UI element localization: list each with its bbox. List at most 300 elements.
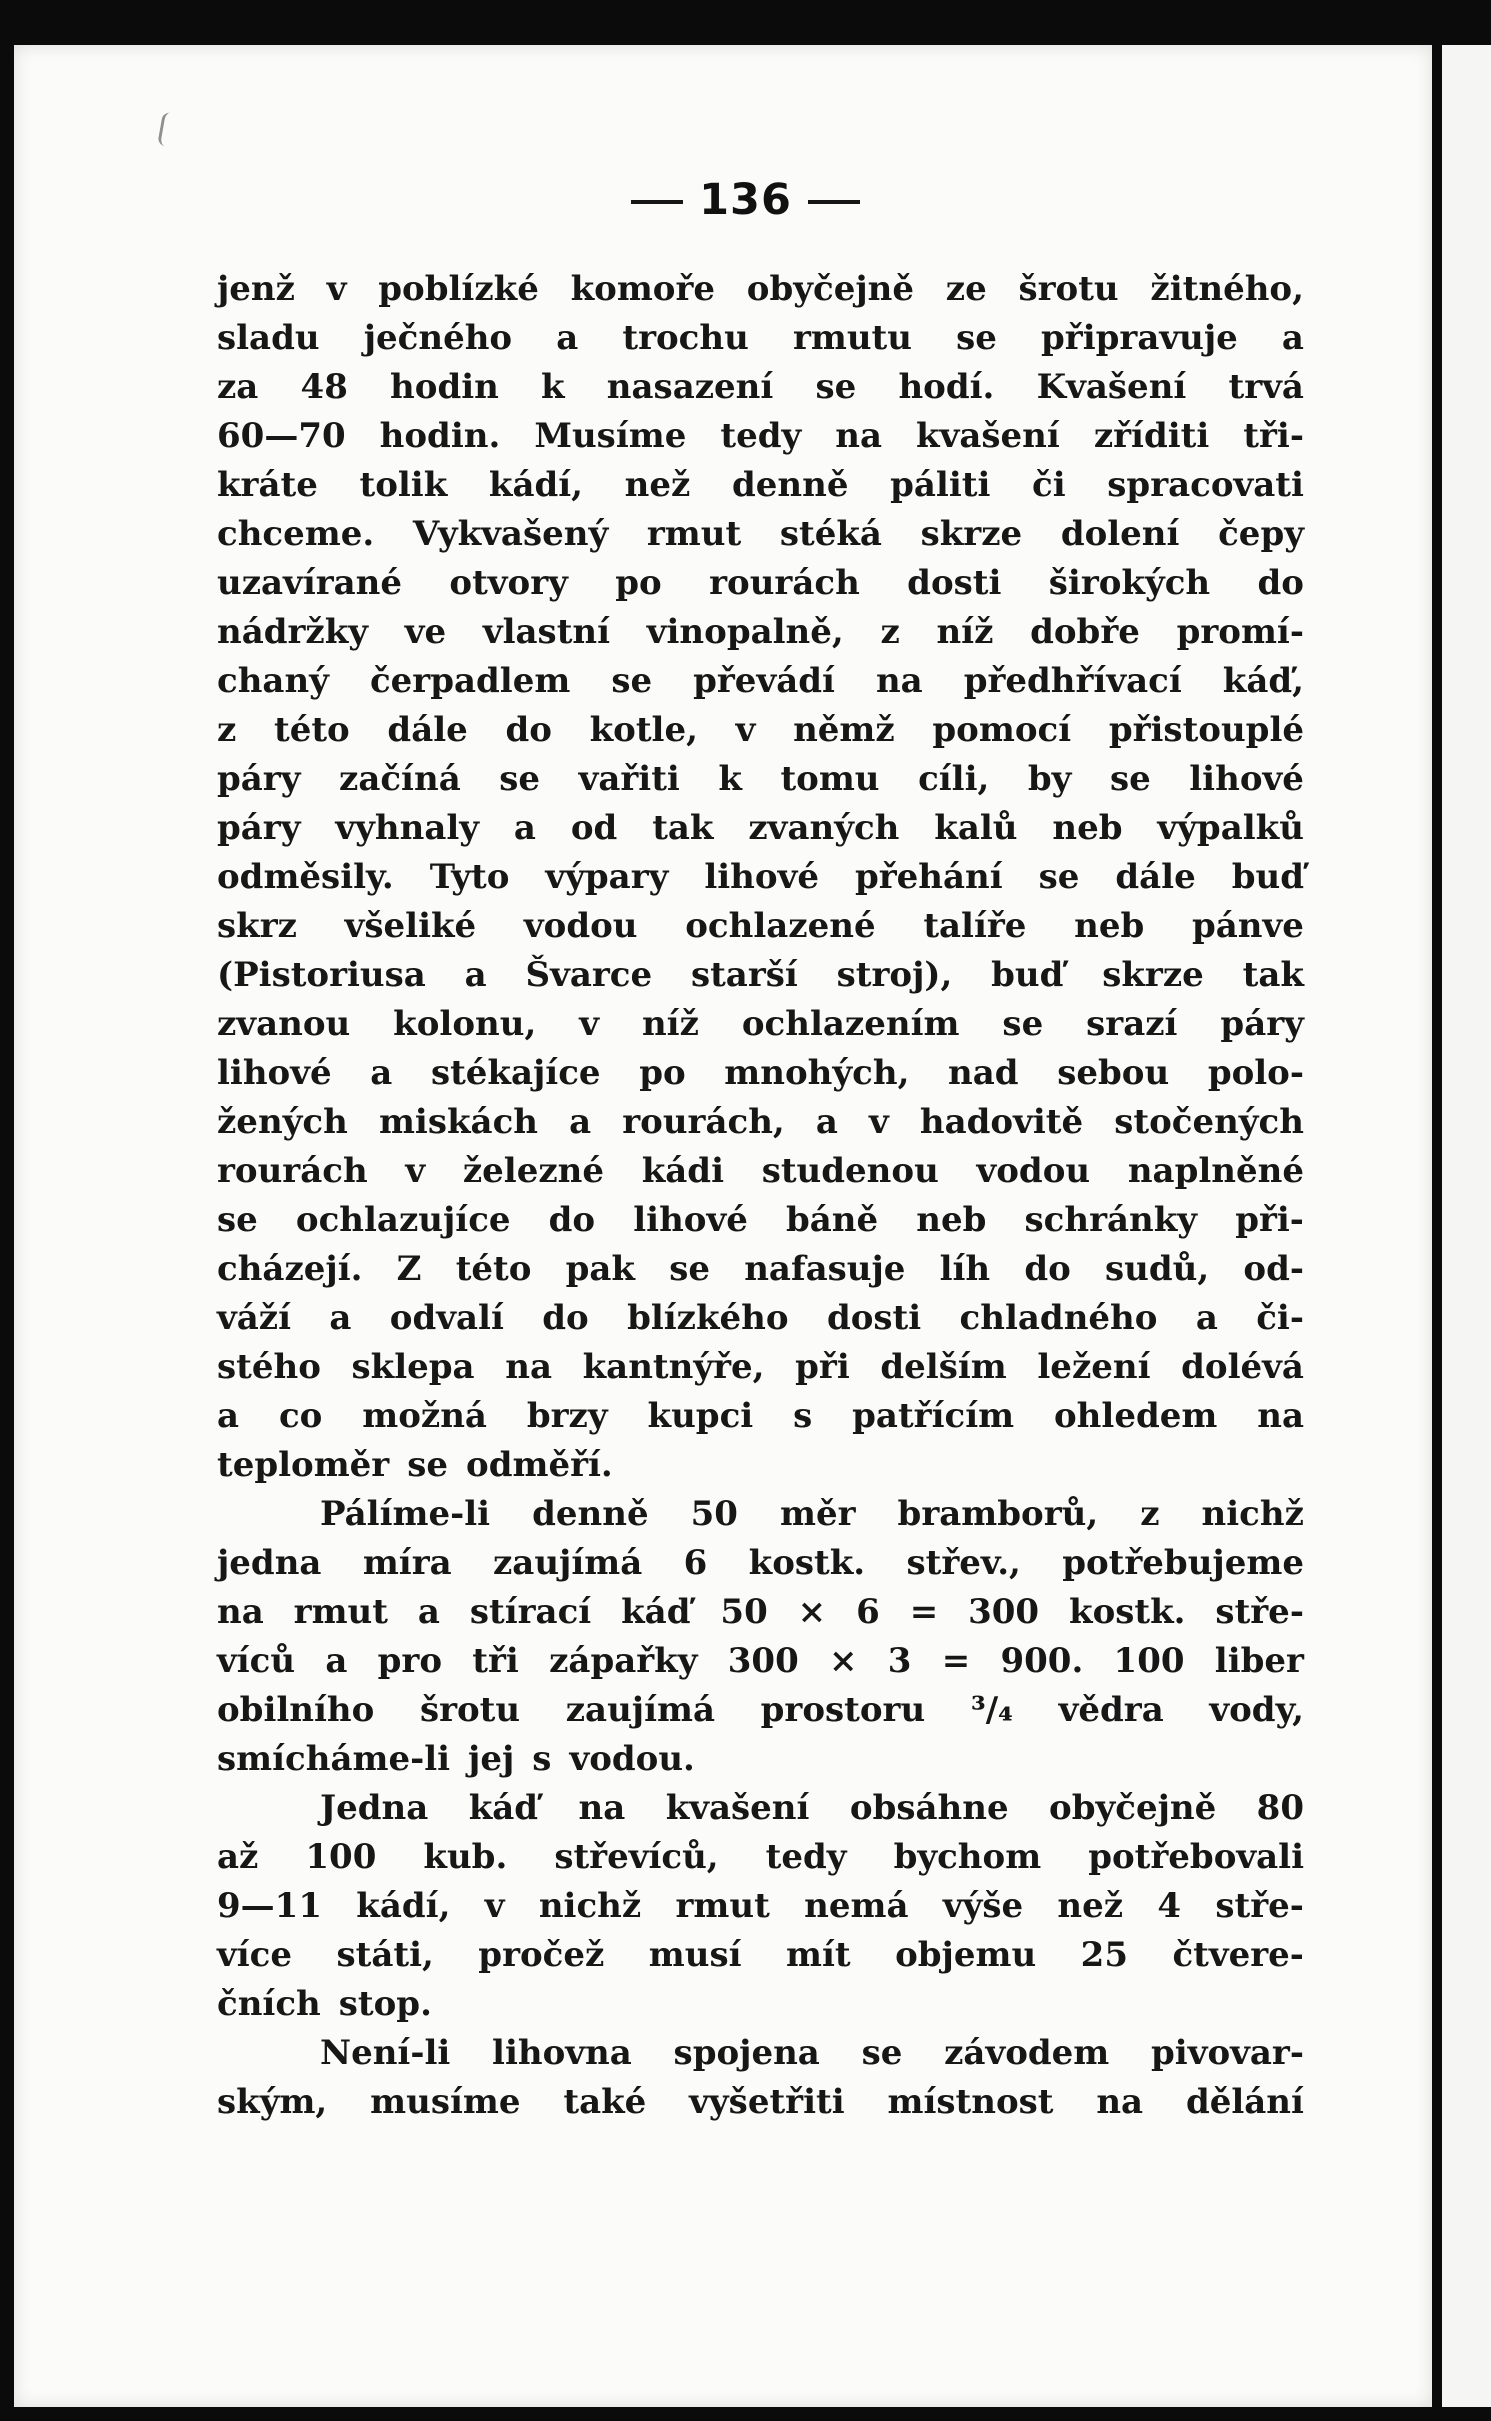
header-dash-right — [808, 200, 860, 204]
word: buď — [1231, 857, 1304, 897]
text-line — [217, 1539, 1304, 1587]
word: kalů — [934, 808, 1018, 848]
word: obsáhne — [849, 1788, 1009, 1828]
word: v — [484, 1886, 505, 1926]
word: 9—11 — [217, 1886, 322, 1926]
word: v — [579, 1004, 599, 1044]
word: páry — [1220, 1004, 1304, 1044]
word: čních — [217, 1984, 321, 2024]
word: na — [1096, 2082, 1144, 2122]
word: ochlazujíce — [295, 1200, 511, 1240]
word: chceme. — [217, 514, 375, 554]
word: dosti — [907, 563, 1002, 603]
word: se — [1038, 857, 1080, 897]
word: potřebujeme — [1062, 1543, 1304, 1583]
word: jedna — [217, 1543, 322, 1583]
word: dobře — [1030, 612, 1140, 652]
word: vinopalně, — [646, 612, 844, 652]
word: ve — [404, 612, 447, 652]
word: zaujímá — [493, 1543, 643, 1583]
word: stop. — [338, 1984, 432, 2024]
word: přistouplé — [1108, 710, 1304, 750]
word: rmut — [646, 514, 742, 554]
word: předhřívací — [963, 661, 1182, 701]
word: při- — [1235, 1200, 1304, 1240]
word: střev., — [906, 1543, 1021, 1583]
word: pivovar- — [1151, 2033, 1304, 2073]
word: jej — [468, 1739, 515, 1779]
word: 3 — [887, 1641, 912, 1681]
word: Švarce — [525, 955, 653, 995]
word: 60—70 — [217, 416, 346, 456]
word: ohledem — [1054, 1396, 1218, 1436]
word: za — [217, 367, 259, 407]
word: miskách — [378, 1102, 538, 1142]
word: neb — [1052, 808, 1123, 848]
word: připravuje — [1041, 318, 1238, 358]
word: tak — [652, 808, 714, 848]
word: se — [669, 1249, 710, 1289]
word: na — [578, 1788, 626, 1828]
word: míra — [362, 1543, 452, 1583]
word: co — [278, 1396, 323, 1436]
word: více — [217, 1935, 293, 1975]
word: šrotu — [1018, 269, 1119, 309]
text-line — [217, 1735, 977, 1783]
word: kvašení — [665, 1788, 810, 1828]
word: lihovna — [492, 2033, 632, 2073]
word: a — [1195, 1298, 1218, 1338]
word: trvá — [1228, 367, 1304, 407]
word: kostk. — [1069, 1592, 1186, 1632]
page-header — [0, 165, 1491, 235]
word: se — [956, 318, 997, 358]
word: dále — [387, 710, 468, 750]
word: sladu — [217, 318, 320, 358]
text-line — [217, 804, 1304, 852]
word: začíná — [339, 759, 461, 799]
word: z — [217, 710, 237, 750]
word: = — [941, 1641, 971, 1681]
word: ochlazené — [685, 906, 876, 946]
word: báně — [785, 1200, 879, 1240]
word: nichž — [538, 1886, 642, 1926]
word: a — [815, 1102, 838, 1142]
word: ze — [945, 269, 987, 309]
word: 6 — [683, 1543, 708, 1583]
word: převádí — [693, 661, 835, 701]
word: a — [569, 1102, 592, 1142]
word: v — [869, 1102, 889, 1142]
word: rourách — [709, 563, 860, 603]
word: do — [505, 710, 552, 750]
word: se — [861, 2033, 903, 2073]
word: zříditi — [1093, 416, 1210, 456]
word: a — [370, 1053, 393, 1093]
adjacent-page-edge — [1442, 45, 1491, 2407]
word: až — [217, 1837, 259, 1877]
word: od- — [1243, 1249, 1304, 1289]
word: s — [532, 1739, 552, 1779]
word: chaný — [217, 661, 329, 701]
word: dosti — [826, 1298, 922, 1338]
word: delším — [880, 1347, 1007, 1387]
text-line — [217, 1833, 1304, 1881]
word: poblízké — [378, 269, 539, 309]
word: Pálíme-li — [320, 1494, 491, 1534]
word: skrze — [1102, 955, 1204, 995]
word: zvanou — [217, 1004, 351, 1044]
word: káď, — [1222, 661, 1304, 701]
word: výše — [942, 1886, 1024, 1926]
word: Není-li — [320, 2033, 451, 2073]
text-line — [217, 412, 1304, 460]
word: na — [835, 416, 883, 456]
word: Z — [396, 1249, 422, 1289]
word: tři- — [1243, 416, 1304, 456]
word: rourách, — [622, 1102, 785, 1142]
text-line — [217, 363, 1304, 411]
word: níž — [641, 1004, 699, 1044]
word: v — [405, 1151, 426, 1191]
word: do — [1024, 1249, 1071, 1289]
text-line — [217, 608, 1304, 656]
word: Jedna — [320, 1788, 429, 1828]
word: musí — [648, 1935, 742, 1975]
word: musíme — [370, 2082, 521, 2122]
word: vody, — [1209, 1690, 1304, 1730]
word: či — [1032, 465, 1066, 505]
word: lihové — [217, 1053, 332, 1093]
word: káď — [621, 1592, 691, 1632]
word: kantnýře, — [582, 1347, 765, 1387]
word: níž — [936, 612, 994, 652]
word: odměří. — [466, 1445, 613, 1485]
text-line — [217, 461, 1304, 509]
word: buď — [991, 955, 1064, 995]
word: lihové — [1189, 759, 1304, 799]
word: káď — [468, 1788, 539, 1828]
word: stéká — [779, 514, 882, 554]
text-line — [217, 1588, 1304, 1636]
word: polo- — [1207, 1053, 1304, 1093]
word: lihové — [704, 857, 819, 897]
word: = — [909, 1592, 939, 1632]
word: také — [563, 2082, 647, 2122]
word: do — [542, 1298, 589, 1338]
word: do — [548, 1200, 596, 1240]
word: při — [795, 1347, 850, 1387]
word: stírací — [469, 1592, 592, 1632]
text-line — [217, 951, 1304, 999]
word: brzy — [526, 1396, 608, 1436]
word: víců — [217, 1641, 296, 1681]
word: a — [513, 808, 536, 848]
text-line — [217, 2078, 1304, 2126]
word: lihové — [633, 1200, 748, 1240]
word: vědra — [1058, 1690, 1164, 1730]
word: se — [611, 661, 653, 701]
word: 50 — [690, 1494, 738, 1534]
word: kádí, — [356, 1886, 451, 1926]
word: dělání — [1185, 2082, 1304, 2122]
word: a — [556, 318, 579, 358]
text-line — [217, 706, 1304, 754]
word: čepy — [1218, 514, 1304, 554]
word: odvalí — [389, 1298, 504, 1338]
word: přehání — [854, 857, 1003, 897]
text-line — [217, 1441, 777, 1489]
word: odměsily. — [217, 857, 394, 897]
word: nemá — [804, 1886, 909, 1926]
word: ským, — [217, 2082, 328, 2122]
word: a — [217, 1396, 240, 1436]
word: v — [326, 269, 347, 309]
word: hodin — [390, 367, 499, 407]
word: otvory — [449, 563, 568, 603]
word: sudů, — [1105, 1249, 1210, 1289]
word: 50 — [720, 1592, 768, 1632]
word: než — [624, 465, 691, 505]
word: širokých — [1048, 563, 1211, 603]
word: se — [1109, 759, 1151, 799]
word: nasazení — [606, 367, 774, 407]
text-line — [217, 314, 1304, 362]
word: na — [1257, 1396, 1304, 1436]
word: tomu — [780, 759, 880, 799]
word: kráte — [217, 465, 318, 505]
text-line — [320, 1490, 1304, 1538]
text-line — [217, 755, 1304, 803]
word: a — [1281, 318, 1304, 358]
word: zvaných — [748, 808, 900, 848]
word: se — [1002, 1004, 1044, 1044]
word: státi, — [336, 1935, 434, 1975]
word: liber — [1214, 1641, 1304, 1681]
word: páliti — [890, 465, 991, 505]
word: vodou — [976, 1151, 1091, 1191]
word: této — [455, 1249, 532, 1289]
word: mnohých, — [724, 1053, 910, 1093]
word: čtvere- — [1172, 1935, 1304, 1975]
word: mít — [786, 1935, 851, 1975]
word: železné — [462, 1151, 605, 1191]
text-line — [217, 1294, 1304, 1342]
word: 4 — [1157, 1886, 1182, 1926]
word: výpary — [545, 857, 669, 897]
text-line — [217, 1049, 1304, 1097]
word: kotle, — [589, 710, 698, 750]
word: výpalků — [1157, 808, 1304, 848]
word: kupci — [647, 1396, 754, 1436]
word: rmut — [675, 1886, 770, 1926]
word: této — [274, 710, 350, 750]
text-line — [217, 1931, 1304, 1979]
word: trochu — [622, 318, 749, 358]
word: vařiti — [578, 759, 680, 799]
word: hadovitě — [919, 1102, 1084, 1142]
word: a — [464, 955, 487, 995]
word: smícháme-li — [217, 1739, 451, 1779]
word: skrz — [217, 906, 297, 946]
text-line — [217, 1000, 1304, 1048]
word: sklepa — [351, 1347, 475, 1387]
word: s — [793, 1396, 813, 1436]
word: všeliké — [344, 906, 477, 946]
word: zaujímá — [565, 1690, 716, 1730]
word: místnost — [887, 2082, 1054, 2122]
text-line — [217, 1196, 1304, 1244]
word: pak — [565, 1249, 635, 1289]
word: jenž — [217, 269, 295, 309]
word: naplněné — [1127, 1151, 1304, 1191]
word: talíře — [923, 906, 1027, 946]
word: se — [499, 759, 541, 799]
word: na — [875, 661, 923, 701]
word: z — [880, 612, 900, 652]
word: srazí — [1086, 1004, 1178, 1044]
word: k — [718, 759, 742, 799]
word: a — [417, 1592, 440, 1632]
text-line — [217, 559, 1304, 607]
word: se — [217, 1200, 258, 1240]
word: dále — [1115, 857, 1196, 897]
word: prostoru — [760, 1690, 926, 1730]
word: 300 — [968, 1592, 1040, 1632]
word: páry — [217, 759, 301, 799]
word: rmut — [293, 1592, 388, 1632]
word: na — [217, 1592, 264, 1632]
word: stékajíce — [430, 1053, 601, 1093]
text-line — [217, 1637, 1304, 1685]
word: cíli, — [918, 759, 990, 799]
word: starší — [690, 955, 798, 995]
word: bramborů, — [897, 1494, 1099, 1534]
word: či- — [1256, 1298, 1304, 1338]
word: nafasuje — [744, 1249, 906, 1289]
word: obilního — [217, 1690, 375, 1730]
word: pánve — [1192, 906, 1304, 946]
word: 6 — [856, 1592, 880, 1632]
word: Vykvašený — [412, 514, 609, 554]
word: patřícím — [852, 1396, 1015, 1436]
word: × — [797, 1592, 827, 1632]
word: potřebovali — [1088, 1837, 1304, 1877]
word: zápařky — [549, 1641, 698, 1681]
text-line — [217, 1686, 1304, 1734]
word: 100 — [1113, 1641, 1185, 1681]
word: neb — [1074, 906, 1145, 946]
word: bychom — [893, 1837, 1042, 1877]
word: kvašení — [916, 416, 1060, 456]
word: teploměr — [217, 1445, 390, 1485]
word: vodou. — [569, 1739, 695, 1779]
word: neb — [916, 1200, 987, 1240]
word: stře- — [1215, 1886, 1304, 1926]
word: 300 — [727, 1641, 799, 1681]
text-line — [217, 510, 1304, 558]
word: tedy — [720, 416, 802, 456]
word: z — [1140, 1494, 1160, 1534]
word: páry — [217, 808, 301, 848]
word: k — [541, 367, 565, 407]
word: nichž — [1201, 1494, 1304, 1534]
word: skrze — [920, 514, 1023, 554]
word: vlastní — [482, 612, 611, 652]
word: žených — [217, 1102, 348, 1142]
word: 900. — [1000, 1641, 1084, 1681]
text-line — [217, 902, 1304, 950]
word: od — [570, 808, 618, 848]
word: a — [329, 1298, 352, 1338]
word: šrotu — [419, 1690, 521, 1730]
word: by — [1027, 759, 1072, 799]
word: rourách — [217, 1151, 368, 1191]
text-line — [217, 657, 1304, 705]
word: 80 — [1256, 1788, 1304, 1828]
word: objemu — [895, 1935, 1037, 1975]
word: tedy — [765, 1837, 847, 1877]
word: žitného, — [1150, 269, 1304, 309]
word: 25 — [1080, 1935, 1128, 1975]
text-line — [217, 1147, 1304, 1195]
word: tak — [1242, 955, 1304, 995]
word: tři — [472, 1641, 519, 1681]
word: po — [615, 563, 662, 603]
word: měr — [779, 1494, 856, 1534]
word: Tyto — [429, 857, 510, 897]
text-line — [320, 1784, 1304, 1832]
word: 48 — [300, 367, 348, 407]
word: po — [639, 1053, 686, 1093]
word: němž — [793, 710, 895, 750]
word: pro — [377, 1641, 443, 1681]
word: váží — [217, 1298, 292, 1338]
header-dash-left — [631, 200, 683, 204]
word: sebou — [1057, 1053, 1170, 1093]
word: × — [829, 1641, 858, 1681]
word: 100 — [305, 1837, 377, 1877]
word: a — [325, 1641, 348, 1681]
text-line — [217, 1245, 1304, 1293]
word: závodem — [944, 2033, 1110, 2073]
word: obyčejně — [746, 269, 914, 309]
word: ječného — [363, 318, 513, 358]
word: kostk. — [748, 1543, 866, 1583]
word: Kvašení — [1036, 367, 1187, 407]
word: na — [505, 1347, 552, 1387]
word: ochlazením — [741, 1004, 960, 1044]
word: komoře — [570, 269, 716, 309]
text-line — [217, 1343, 1304, 1391]
word: chladného — [959, 1298, 1158, 1338]
word: spracovati — [1107, 465, 1304, 505]
word: stře- — [1215, 1592, 1304, 1632]
word: pomocí — [932, 710, 1072, 750]
word: dolévá — [1181, 1347, 1304, 1387]
word: studenou — [761, 1151, 939, 1191]
word: spojena — [673, 2033, 820, 2073]
word: stočených — [1114, 1102, 1304, 1142]
word: denně — [532, 1494, 649, 1534]
text-line — [320, 2029, 1304, 2077]
word: kub. — [423, 1837, 508, 1877]
word: hodin. — [379, 416, 501, 456]
word: tolik — [359, 465, 448, 505]
word: čerpadlem — [369, 661, 571, 701]
word: schránky — [1024, 1200, 1198, 1240]
word: uzavírané — [217, 563, 403, 603]
